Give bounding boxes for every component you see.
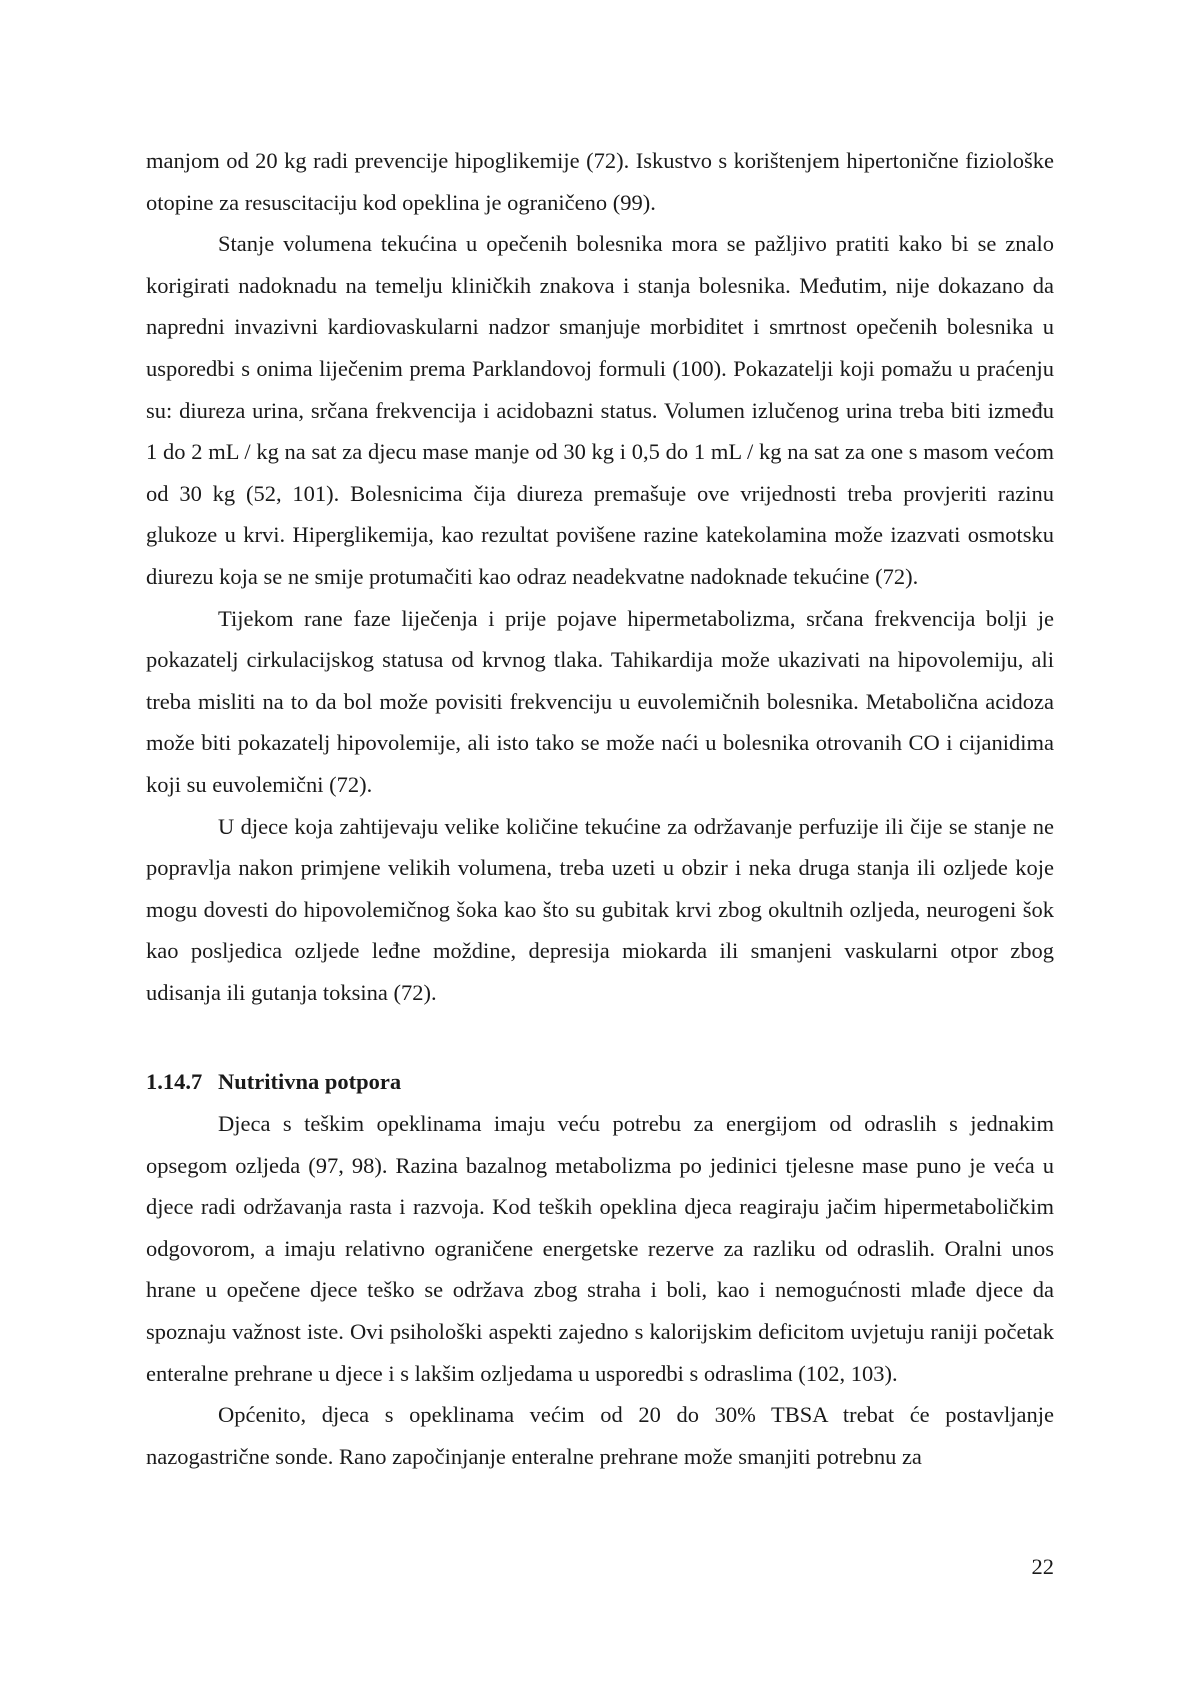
document-body bbox=[146, 140, 1054, 1477]
paragraph-hypovolemic-shock: U djece koja zahtijevaju velike količine tekućine za održavanje perfuzije ili čije se stanje ne popravlja nakon primjene velikih volumena, treba uzeti u obzir i neka druga stanja ili ozljede koje mogu dovesti do hipovolemičnog šoka kao što su gubitak krvi zbog okultnih ozljeda, neurogeni šok kao posljedica ozljede leđne moždine, depresija miokarda ili smanjeni vaskularni otpor zbog udisanja ili gutanja toksina (72). bbox=[146, 813, 1054, 1005]
paragraph-continuation: manjom od 20 kg radi prevencije hipoglikemije (72). Iskustvo s korištenjem hipertonične fiziološke otopine za resuscitaciju kod opeklina je ograničeno (99). bbox=[146, 148, 1054, 215]
paragraph-heart-rate: Tijekom rane faze liječenja i prije pojave hipermetabolizma, srčana frekvencija bolji je pokazatelj cirkulacijskog statusa od krvnog tlaka. Tahikardija može ukazivati na hipovolemiju, ali treba misliti na to da bol može povisiti frekvenciju u euvolemičnih bolesnika. Metabolična acidoza može biti pokazatelj hipovolemije, ali isto tako se može naći u bolesnika otrovanih CO i cijanidima koji su euvolemični (72). bbox=[146, 605, 1054, 797]
section-heading bbox=[146, 1061, 1054, 1103]
paragraph-energy-needs: Djeca s teškim opeklinama imaju veću potrebu za energijom od odraslih s jednakim opsegom ozljeda (97, 98). Razina bazalnog metabolizma po jedinici tjelesne mase puno je veća u djece radi održavanja rasta i razvoja. Kod teških opeklina djeca reagiraju jačim hipermetaboličkim odgovorom, a imaju relativno ograničene energetske rezerve za razliku od odraslih. Oralni unos hrane u opečene djece teško se održava zbog straha i boli, kao i nemogućnosti mlađe djece da spoznaju važnost iste. Ovi psihološki aspekti zajedno s kalorijskim deficitom uvjetuju raniji početak enteralne prehrane u djece i s lakšim ozljedama u usporedbi s odraslima (102, 103). bbox=[146, 1111, 1054, 1386]
page-number: 22 bbox=[1031, 1554, 1054, 1579]
paragraph-nasogastric-tube: Općenito, djeca s opeklinama većim od 20 do 30% TBSA trebat će postavljanje nazogastrične sonde. Rano započinjanje enteralne prehrane može smanjiti potrebnu za bbox=[146, 1402, 1054, 1469]
paragraph-fluid-monitoring: Stanje volumena tekućina u opečenih bolesnika mora se pažljivo pratiti kako bi se znalo korigirati nadoknadu na temelju kliničkih znakova i stanja bolesnika. Međutim, nije dokazano da napredni invazivni kardiovaskularni nadzor smanjuje morbiditet i smrtnost opečenih bolesnika u usporedbi s onima liječenim prema Parklandovoj formuli (100). Pokazatelji koji pomažu u praćenju su: diureza urina, srčana frekvencija i acidobazni status. Volumen izlučenog urina treba biti između 1 do 2 mL / kg na sat za djecu mase manje od 30 kg i 0,5 do 1 mL / kg na sat za one s masom većom od 30 kg (52, 101). Bolesnicima čija diureza premašuje ove vrijednosti treba provjeriti razinu glukoze u krvi. Hiperglikemija, kao rezultat povišene razine katekolamina može izazvati osmotsku diurezu koja se ne smije protumačiti kao odraz neadekvatne nadoknade tekućine (72). bbox=[146, 231, 1054, 589]
section-number: 1.14.7 bbox=[146, 1069, 203, 1095]
section-title: Nutritivna potpora bbox=[218, 1069, 402, 1095]
